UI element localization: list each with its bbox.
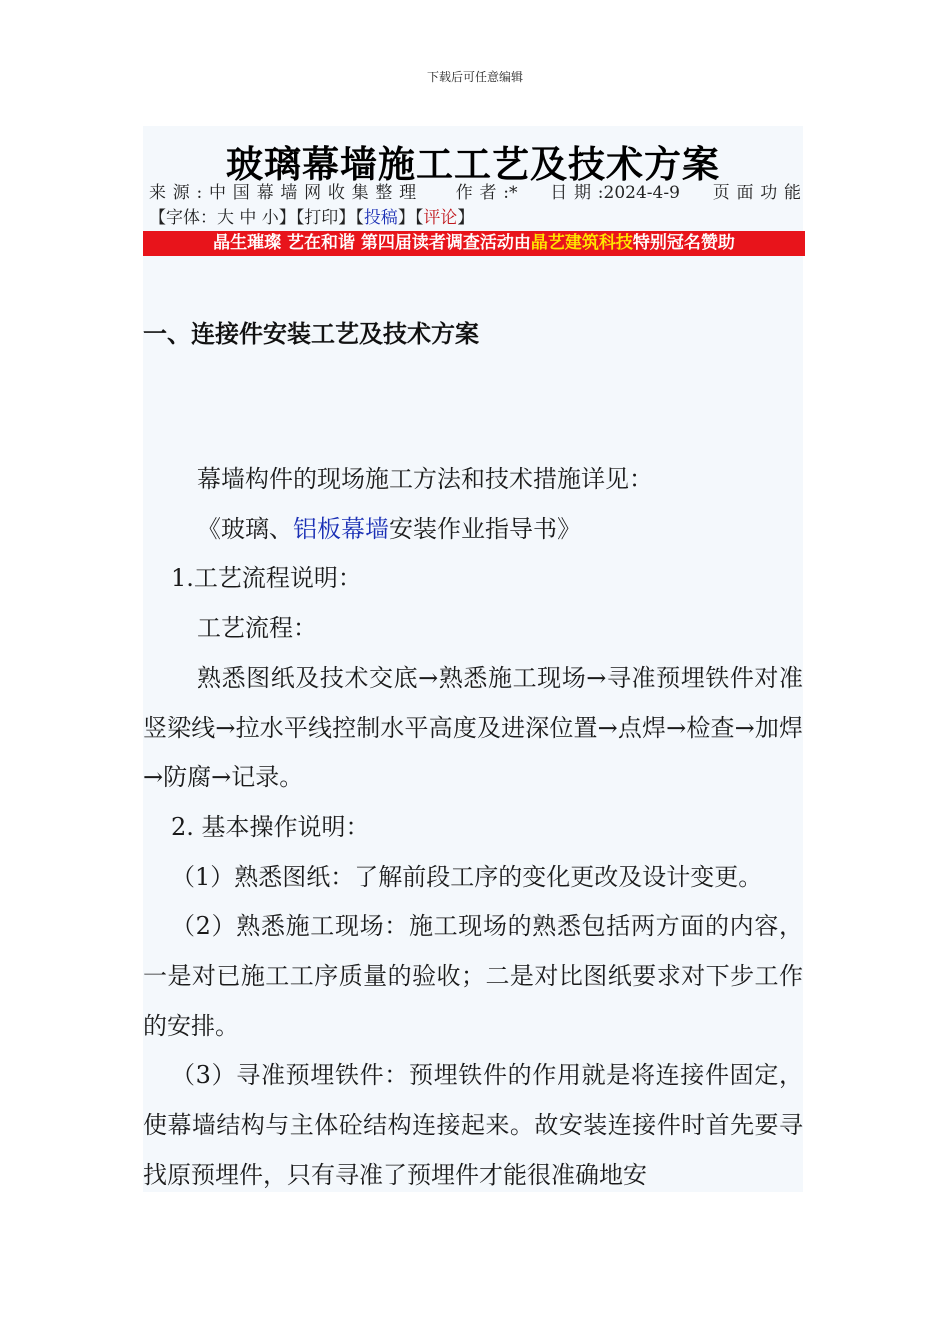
- comment-link[interactable]: 评论: [423, 208, 458, 228]
- article-body: [143, 455, 803, 1201]
- process-label: 工艺流程：: [197, 614, 317, 643]
- article-meta: [149, 181, 801, 231]
- meta-page-func: 页面功能: [705, 183, 801, 203]
- font-size-control[interactable]: 【字体：大 中 小】: [149, 208, 296, 228]
- operation-heading: 2. 基本操作说明：: [171, 812, 370, 841]
- operation-item-2: （2）熟悉施工现场：施工现场的熟悉包括两方面的内容，一是对已施工工序质量的验收；二是对比图纸要求对下步工作的安排。: [143, 912, 803, 1040]
- bracket-open: 【: [355, 208, 364, 228]
- submit-link[interactable]: 投稿: [363, 208, 398, 228]
- bracket-close: 】: [397, 208, 415, 228]
- guide-close: 安装作业指导书》: [389, 514, 581, 543]
- banner-sponsor-link[interactable]: 晶艺建筑科技: [530, 233, 633, 253]
- article-title: 玻璃幕墙施工工艺及技术方案: [226, 142, 720, 186]
- process-flow: 熟悉图纸及技术交底→熟悉施工现场→寻准预埋铁件对准竖梁线→拉水平线控制水平高度及进深位置→点焊→检查→加焊→防腐→记录。: [143, 663, 803, 792]
- guide-reference: [143, 505, 803, 555]
- meta-date: 日期:2024-4-9: [543, 183, 680, 203]
- sponsor-banner[interactable]: [143, 231, 805, 256]
- operation-item-3: （3）寻准预埋铁件：预埋铁件的作用就是将连接件固定，使幕墙结构与主体砼结构连接起来。故安装连接件时首先要寻找原预埋件，只有寻准了预埋件才能很准确地安: [143, 1061, 803, 1189]
- guide-link[interactable]: 铝板幕墙: [293, 514, 389, 543]
- meta-source: 来源:中国幕墙网收集整理: [149, 183, 423, 203]
- section-heading: 一、连接件安装工艺及技术方案: [143, 319, 479, 348]
- banner-prefix: 晶生璀璨 艺在和谐 第四届读者调查活动由: [213, 233, 531, 253]
- meta-author: 作者:*: [448, 183, 518, 203]
- operation-item-1: （1）熟悉图纸：了解前段工序的变化更改及设计变更。: [171, 862, 763, 891]
- bracket-close: 】: [457, 208, 475, 228]
- header-note: 下载后可任意编辑: [426, 70, 523, 84]
- banner-suffix: 特别冠名赞助: [632, 233, 735, 253]
- bracket-open: 【: [414, 208, 424, 228]
- print-link[interactable]: 【打印】: [295, 208, 356, 228]
- guide-open: 《玻璃、: [197, 514, 293, 543]
- intro-paragraph: 幕墙构件的现场施工方法和技术措施详见：: [197, 465, 653, 493]
- article: [143, 126, 803, 1192]
- process-heading: 1.工艺流程说明：: [171, 564, 362, 593]
